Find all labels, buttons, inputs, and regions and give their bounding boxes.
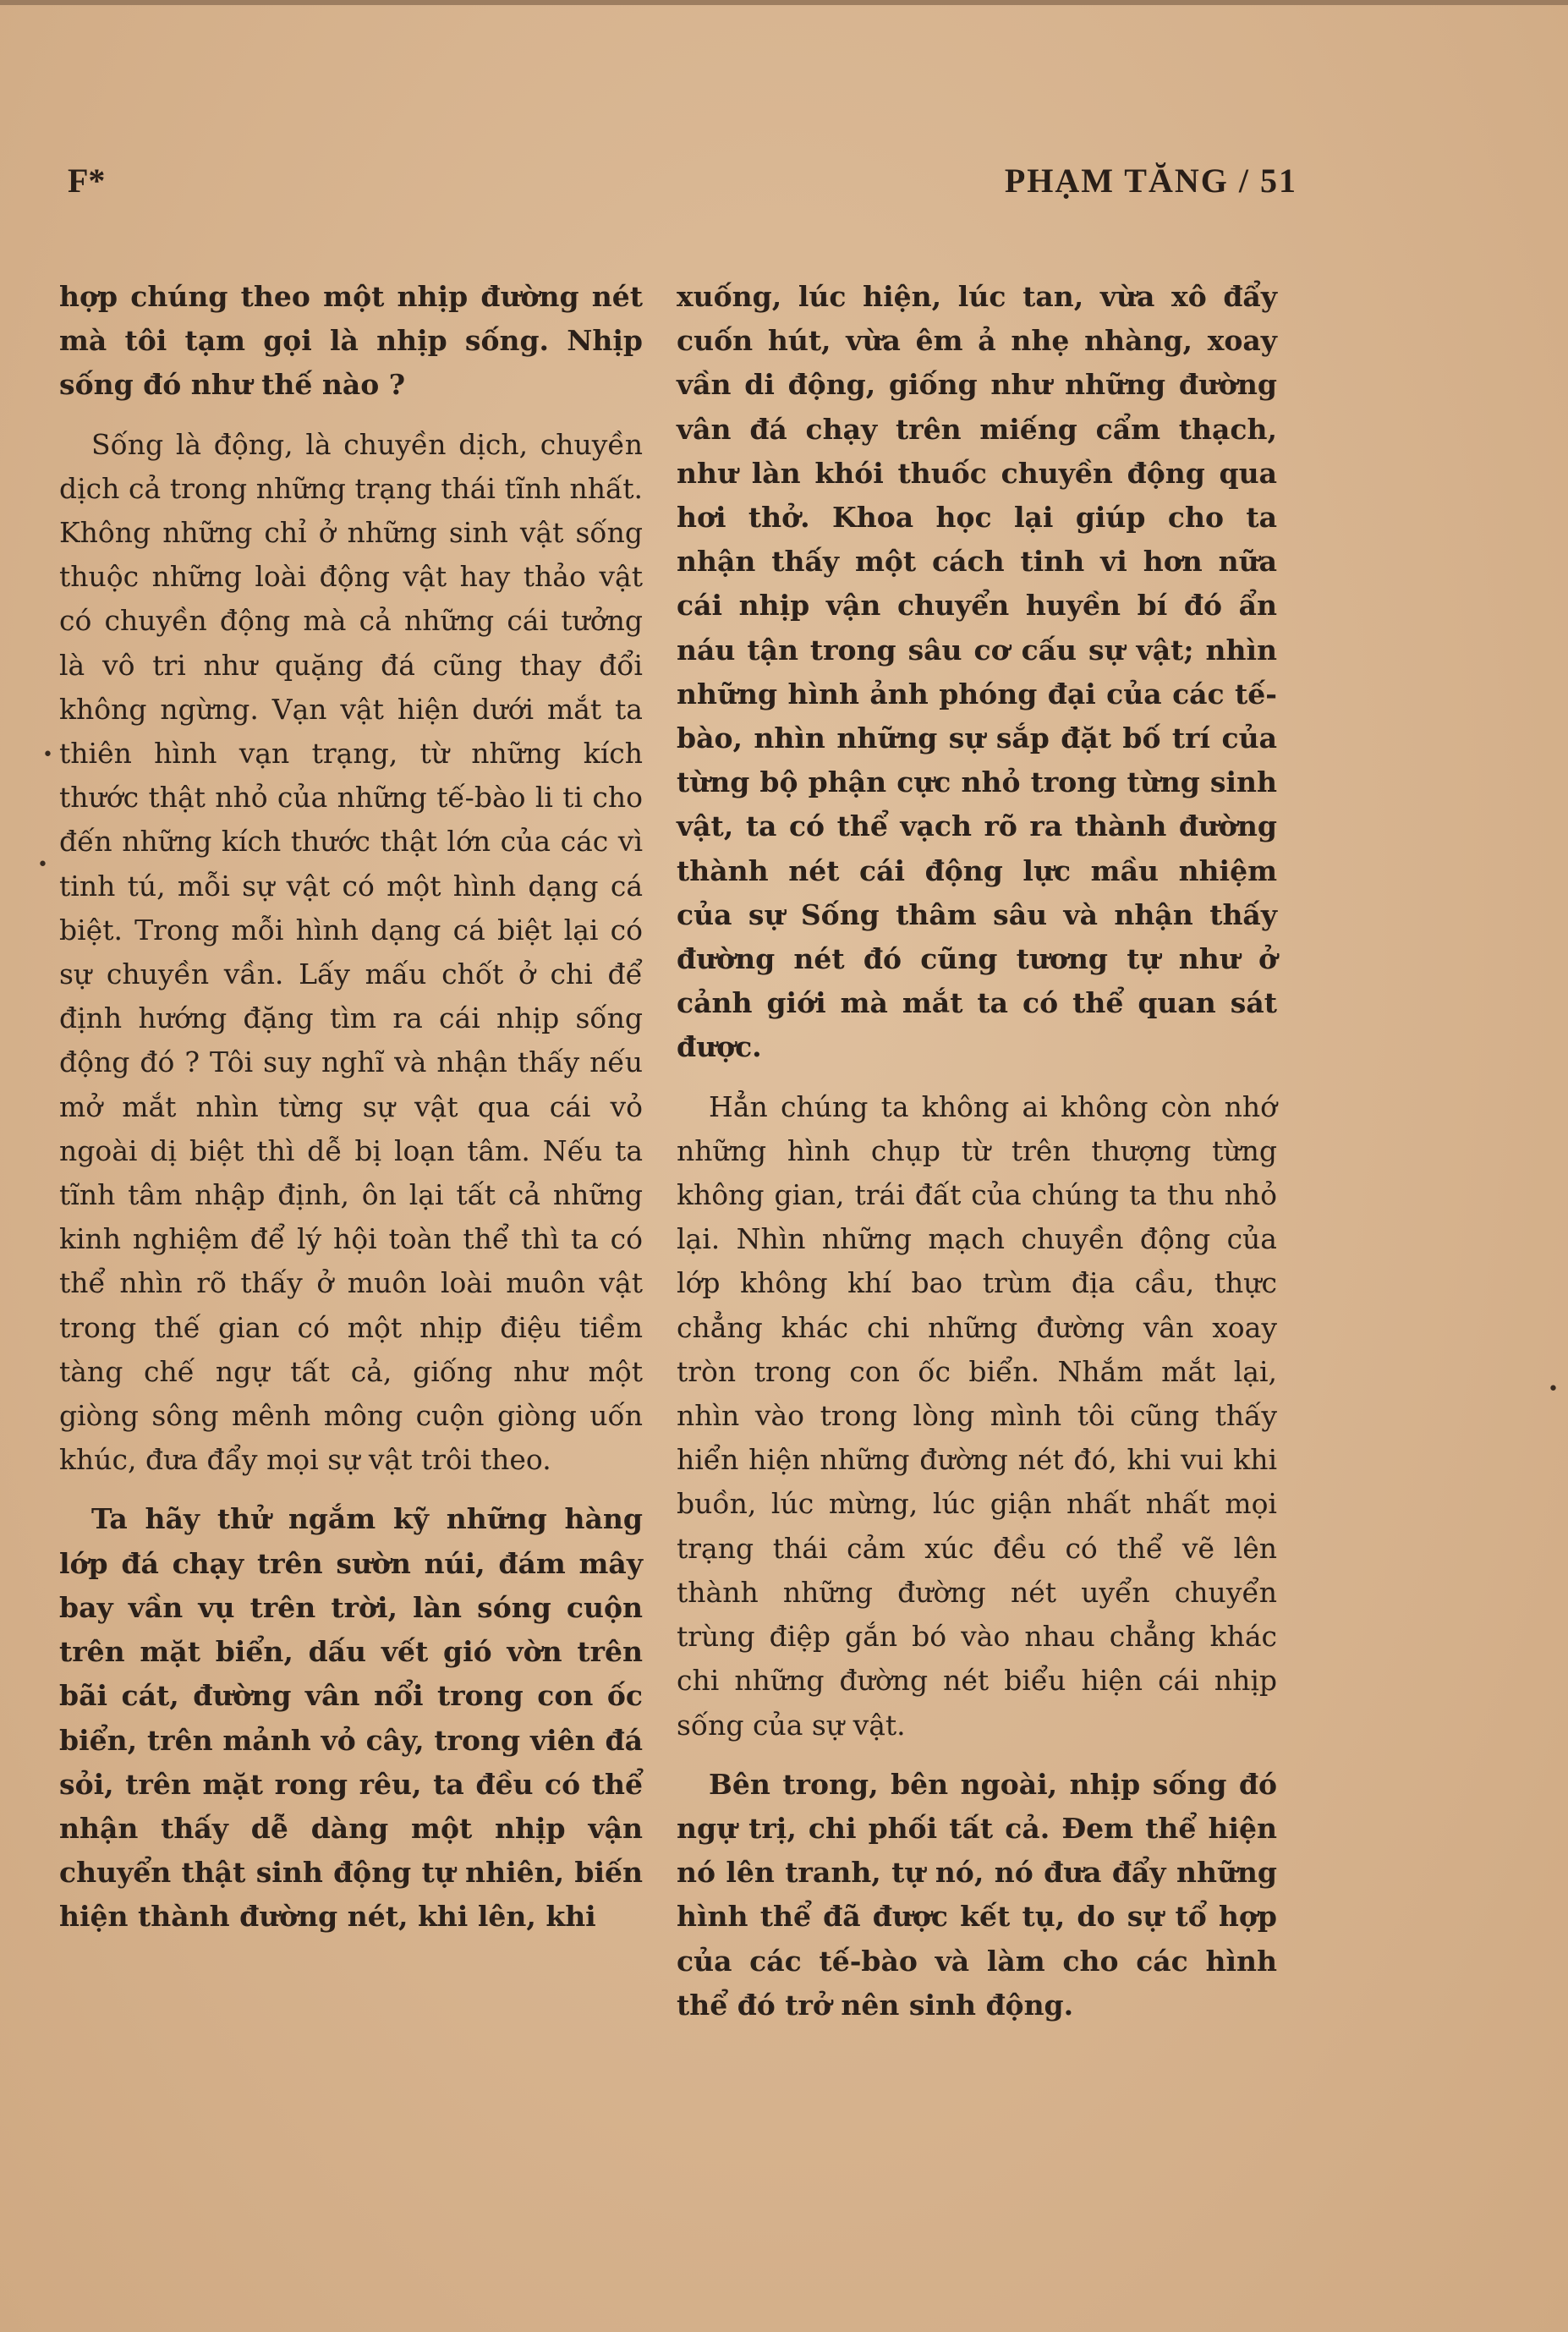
paragraph: Ta hãy thử ngắm kỹ những hàng lớp đá chạy trên sườn núi, đám mây bay vần vụ trên trời, làn sóng cuộn trên mặt biển, dấu vết gió vờn trên bãi cát, đường vân nổi trong con ốc biển, trên mảnh vỏ cây, trong viên đá sỏi, trên mặt rong rêu, ta đều có thể nhận thấy dễ dàng một nhịp vận chuyển thật sinh động tự nhiên, biến hiện thành đường nét, khi lên, khi xyxy=(59,1502,643,1934)
margin-speck: • xyxy=(37,854,48,875)
left-column xyxy=(59,275,643,1955)
margin-speck: • xyxy=(42,744,53,765)
paragraph: hợp chúng theo một nhịp đường nét mà tôi tạm gọi là nhịp sống. Nhịp sống đó như thế nào ? xyxy=(59,280,643,402)
paragraph: Bên trong, bên ngoài, nhịp sống đó ngự trị, chi phối tất cả. Đem thể hiện nó lên tranh, tự nó, nó đưa đẩy những hình thể đã được kết tụ, do sự tổ hợp của các tế-bào và làm cho các hình thể đó trở nên sinh động. xyxy=(677,1767,1277,2022)
right-column xyxy=(677,275,1277,2043)
paragraph: Hẳn chúng ta không ai không còn nhớ những hình chụp từ trên thượng từng không gian, trái đất của chúng ta thu nhỏ lại. Nhìn những mạch chuyền động của lớp không khí bao trùm địa cầu, thực chẳng khác chi những đường vân xoay tròn trong con ốc biển. Nhắm mắt lại, nhìn vào trong lòng mình tôi cũng thấy hiển hiện những đường nét đó, khi vui khi buồn, lúc mừng, lúc giận nhất nhất mọi trạng thái cảm xúc đều có thể vẽ lên thành những đường nét uyển chuyển trùng điệp gắn bó vào nhau chẳng khác chi những đường nét biểu hiện cái nhịp sống của sự vật. xyxy=(677,1089,1277,1742)
page-top-edge xyxy=(0,0,1568,5)
paragraph: xuống, lúc hiện, lúc tan, vừa xô đẩy cuốn hút, vừa êm ả nhẹ nhàng, xoay vần di động, giống như những đường vân đá chạy trên miếng cẩm thạch, như làn khói thuốc chuyền động qua hơi thở. Khoa học lại giúp cho ta nhận thấy một cách tinh vi hơn nữa cái nhịp vận chuyển huyền bí đó ẩn náu tận trong sâu cơ cấu sự vật; nhìn những hình ảnh phóng đại của các tế-bào, nhìn những sự sắp đặt bố trí của từng bộ phận cực nhỏ trong từng sinh vật, ta có thể vạch rõ ra thành đường thành nét cái động lực mầu nhiệm của sự Sống thâm sâu và nhận thấy đường nét đó cũng tương tự như ở cảnh giới mà mắt ta có thể quan sát được. xyxy=(677,280,1277,1064)
paragraph: Sống là động, là chuyền dịch, chuyền dịch cả trong những trạng thái tĩnh nhất. Không những chỉ ở những sinh vật sống thuộc những loài động vật hay thảo vật có chuyền động mà cả những cái tưởng là vô tri như quặng đá cũng thay đổi không ngừng. Vạn vật hiện dưới mắt ta thiên hình vạn trạng, từ những kích thước thật nhỏ của những tế-bào li ti cho đến những kích thước thật lớn của các vì tinh tú, mỗi sự vật có một hình dạng cá biệt. Trong mỗi hình dạng cá biệt lại có sự chuyền vần. Lấy mấu chốt ở chi để định hướng đặng tìm ra cái nhịp sống động đó ? Tôi suy nghĩ và nhận thấy nếu mở mắt nhìn từng sự vật qua cái vỏ ngoài dị biệt thì dễ bị loạn tâm. Nếu ta tĩnh tâm nhập định, ôn lại tất cả những kinh nghiệm để lý hội toàn thể thì ta có thể nhìn rõ thấy ở muôn loài muôn vật trong thế gian có một nhịp điệu tiềm tàng chế ngự tất cả, giống như một giòng sông mênh mông cuộn giòng uốn khúc, đưa đẩy mọi sự vật trôi theo. xyxy=(59,427,643,1477)
margin-speck: • xyxy=(1548,1379,1559,1400)
signature-mark: F* xyxy=(68,162,106,200)
running-header: PHẠM TĂNG / 51 xyxy=(1004,162,1297,200)
